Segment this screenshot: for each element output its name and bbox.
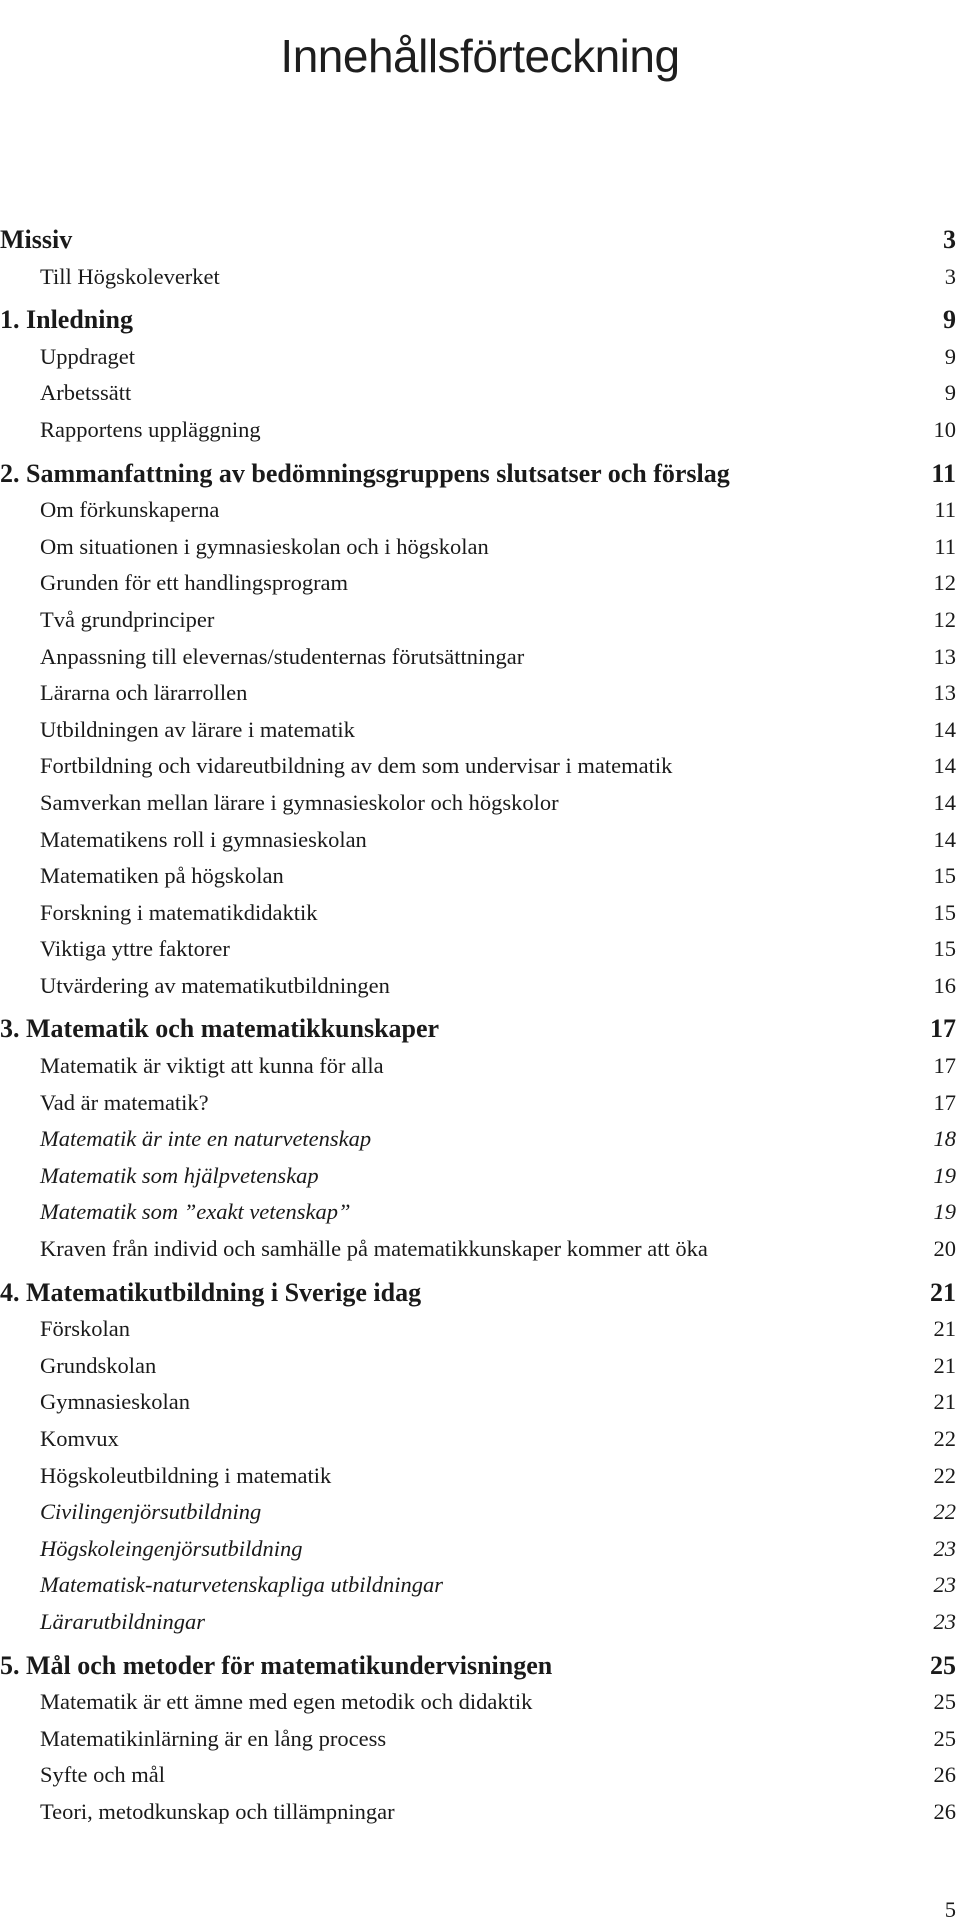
entry-page-number: 21: [933, 1389, 956, 1415]
entry-page-number: 13: [933, 643, 956, 669]
entry-title: Fortbildning och vidareutbildning av dem som undervisar i matematik: [40, 753, 673, 779]
entry-page-number: 25: [933, 1689, 956, 1715]
toc-section-heading: [0, 1648, 960, 1685]
entry-title: Matematik är ett ämne med egen metodik och didaktik: [40, 1689, 533, 1715]
entry-title: Vad är matematik?: [40, 1089, 209, 1115]
entry-title: Forskning i matematikdidaktik: [40, 899, 318, 925]
entry-title: Anpassning till elevernas/studenternas förutsättningar: [40, 643, 525, 669]
toc-entry: [0, 339, 960, 376]
toc-entry: [0, 895, 960, 932]
section-page-number: 11: [931, 458, 956, 488]
entry-page-number: 21: [933, 1316, 956, 1342]
entry-page-number: 13: [933, 680, 956, 706]
toc-entry: [0, 1048, 960, 1085]
section-page-number: 25: [930, 1650, 956, 1680]
section-title: 4. Matematikutbildning i Sverige idag: [0, 1277, 422, 1307]
toc-entry: [0, 1567, 960, 1604]
toc-entry: [0, 1721, 960, 1758]
entry-page-number: 15: [933, 863, 956, 889]
entry-page-number: 25: [933, 1725, 956, 1751]
entry-page-number: 9: [944, 380, 956, 406]
toc-entry: [0, 1158, 960, 1195]
entry-title: Matematisk-naturvetenskapliga utbildningar: [40, 1572, 444, 1598]
page-number: 5: [944, 1897, 956, 1922]
entry-title: Om situationen i gymnasieskolan och i högskolan: [40, 533, 489, 559]
section-page-number: 17: [930, 1014, 956, 1044]
toc-entry: [0, 1531, 960, 1568]
entry-title: Utbildningen av lärare i matematik: [40, 716, 355, 742]
entry-title: Uppdraget: [40, 343, 135, 369]
entry-page-number: 26: [933, 1798, 956, 1824]
toc-entry: [0, 1311, 960, 1348]
toc-section-heading: [0, 456, 960, 493]
entry-title: Viktiga yttre faktorer: [40, 936, 230, 962]
entry-title: Förskolan: [40, 1316, 130, 1342]
entry-page-number: 19: [933, 1199, 956, 1225]
toc-section-heading: [0, 1011, 960, 1048]
toc-entry: [0, 529, 960, 566]
entry-page-number: 15: [933, 936, 956, 962]
toc-entry: [0, 785, 960, 822]
section-title: 3. Matematik och matematikkunskaper: [0, 1014, 440, 1044]
entry-page-number: 20: [933, 1236, 956, 1262]
entry-page-number: 23: [933, 1535, 956, 1561]
toc-entry: [0, 712, 960, 749]
entry-title: Teori, metodkunskap och tillämpningar: [40, 1798, 395, 1824]
entry-page-number: 26: [933, 1762, 956, 1788]
entry-page-number: 23: [933, 1572, 956, 1598]
entry-page-number: 16: [933, 972, 956, 998]
entry-page-number: 10: [933, 416, 956, 442]
entry-page-number: 9: [944, 343, 956, 369]
section-title: 5. Mål och metoder för matematikundervisningen: [0, 1650, 553, 1680]
entry-page-number: 14: [933, 789, 956, 815]
toc-entry: [0, 931, 960, 968]
entry-page-number: 19: [933, 1162, 956, 1188]
toc-entry: [0, 1458, 960, 1495]
toc-entry: [0, 968, 960, 1005]
entry-page-number: 3: [944, 263, 956, 289]
entry-title: Högskoleutbildning i matematik: [40, 1462, 332, 1488]
toc-entry: [0, 492, 960, 529]
entry-title: Matematikens roll i gymnasieskolan: [40, 826, 367, 852]
entry-title: Om förkunskaperna: [40, 497, 220, 523]
entry-page-number: 14: [933, 753, 956, 779]
entry-page-number: 14: [933, 716, 956, 742]
toc-entry: [0, 675, 960, 712]
entry-page-number: 22: [933, 1426, 956, 1451]
entry-title: Högskoleingenjörsutbildning: [40, 1535, 303, 1561]
entry-page-number: 14: [933, 826, 956, 852]
section-page-number: 3: [943, 225, 956, 254]
entry-page-number: 18: [933, 1126, 956, 1152]
toc-entry: [0, 1085, 960, 1122]
entry-title: Matematik som hjälpvetenskap: [40, 1162, 319, 1188]
toc-entry: [0, 1384, 960, 1421]
toc-entry: [0, 1421, 960, 1458]
entry-title: Matematikinlärning är en lång process: [40, 1725, 387, 1751]
entry-page-number: 17: [933, 1089, 956, 1115]
toc-entry: [0, 748, 960, 785]
entry-page-number: 12: [933, 606, 956, 632]
toc-entry: [0, 639, 960, 676]
section-gap: [0, 1004, 960, 1011]
toc-entry: [0, 1494, 960, 1531]
section-title: Missiv: [0, 225, 73, 254]
section-title: 2. Sammanfattning av bedömningsgruppens slutsatser och förslag: [0, 458, 730, 488]
toc-entry: [0, 1194, 960, 1231]
section-page-number: 9: [943, 305, 956, 335]
toc-section-heading: [0, 302, 960, 339]
toc-entry: [0, 375, 960, 412]
toc-entry: [0, 1794, 960, 1831]
toc-entry: [0, 1604, 960, 1641]
toc-entry: [0, 822, 960, 859]
section-gap: [0, 295, 960, 302]
entry-title: Komvux: [40, 1426, 119, 1451]
entry-title: Matematik är inte en naturvetenskap: [40, 1126, 372, 1152]
entry-title: Rapportens uppläggning: [40, 416, 261, 442]
entry-title: Matematiken på högskolan: [40, 863, 284, 889]
toc-entry: [0, 565, 960, 602]
entry-page-number: 11: [934, 497, 956, 523]
section-page-number: 21: [930, 1277, 956, 1307]
toc-entry: [0, 1231, 960, 1268]
entry-page-number: 22: [933, 1462, 956, 1488]
entry-title: Gymnasieskolan: [40, 1389, 190, 1415]
section-gap: [0, 449, 960, 456]
toc-entry: [0, 1757, 960, 1794]
toc-entry: [0, 858, 960, 895]
entry-page-number: 11: [934, 533, 956, 559]
entry-title: Utvärdering av matematikutbildningen: [40, 972, 390, 998]
entry-title: Matematik som ”exakt vetenskap”: [40, 1199, 351, 1225]
entry-title: Matematik är viktigt att kunna för alla: [40, 1053, 384, 1079]
entry-title: Till Högskoleverket: [40, 263, 220, 289]
entry-page-number: 15: [933, 899, 956, 925]
toc-entry: [0, 1684, 960, 1721]
toc-entry: [0, 1348, 960, 1385]
section-title: 1. Inledning: [0, 305, 133, 335]
section-gap: [0, 1268, 960, 1275]
toc-entry: [0, 259, 960, 296]
section-gap: [0, 1641, 960, 1648]
entry-title: Grunden för ett handlingsprogram: [40, 570, 349, 596]
entry-title: Grundskolan: [40, 1352, 157, 1378]
entry-page-number: 17: [933, 1053, 956, 1079]
entry-title: Syfte och mål: [40, 1762, 165, 1788]
entry-page-number: 23: [933, 1608, 956, 1634]
entry-title: Två grundprinciper: [40, 606, 215, 632]
entry-page-number: 22: [933, 1499, 956, 1525]
entry-title: Arbetssätt: [40, 380, 132, 406]
entry-title: Samverkan mellan lärare i gymnasieskolor och högskolor: [40, 789, 559, 815]
toc-entry: [0, 1121, 960, 1158]
page-title: Innehållsförteckning: [280, 29, 680, 82]
toc-entry: [0, 412, 960, 449]
entry-title: Lärarna och lärarrollen: [40, 680, 248, 706]
toc-entry: [0, 602, 960, 639]
entry-title: Kraven från individ och samhälle på matematikkunskaper kommer att öka: [40, 1236, 708, 1262]
entry-title: Lärarutbildningar: [40, 1608, 206, 1634]
entry-title: Civilingenjörsutbildning: [40, 1499, 262, 1525]
toc-section-heading: [0, 222, 960, 259]
toc-section-heading: [0, 1275, 960, 1312]
entry-page-number: 21: [933, 1352, 956, 1378]
entry-page-number: 12: [933, 570, 956, 596]
table-of-contents: [0, 222, 960, 1831]
